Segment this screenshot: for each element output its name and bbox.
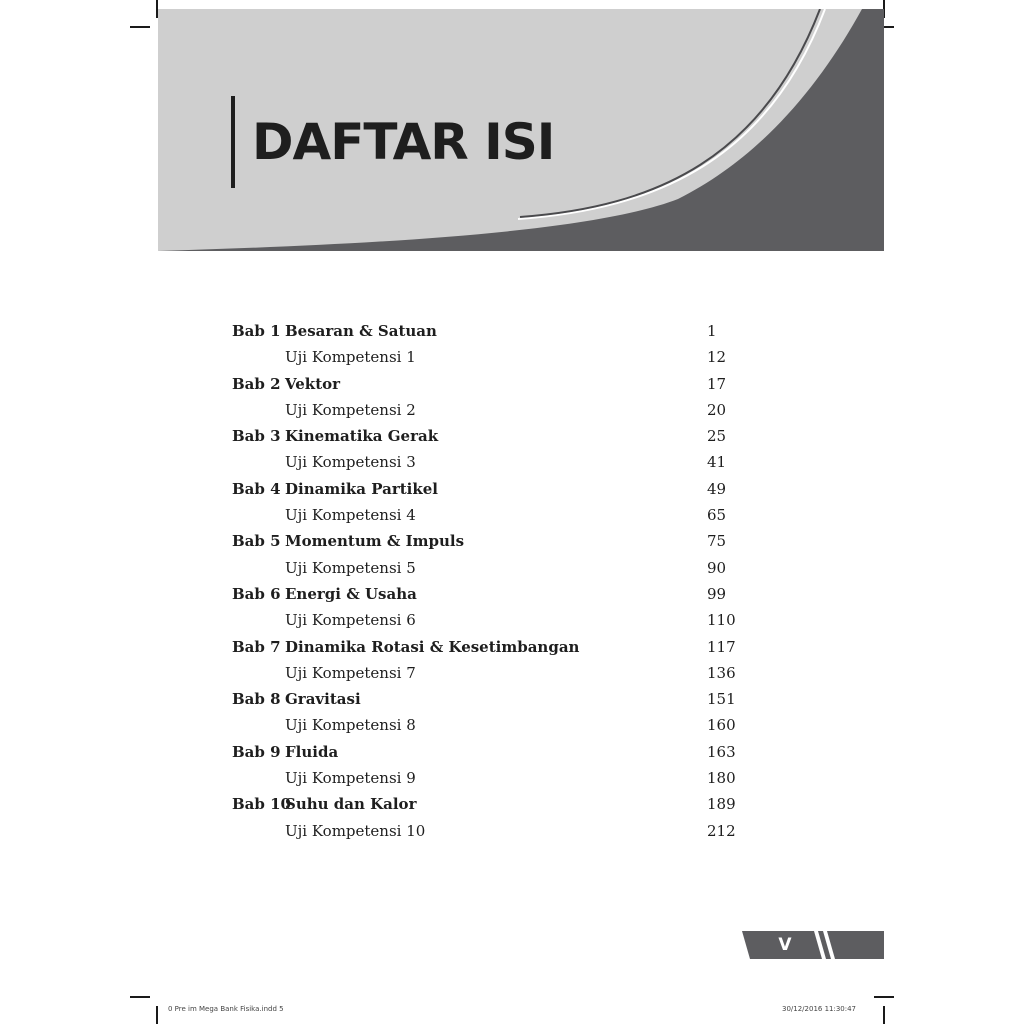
- page-title: DAFTAR ISI: [252, 113, 555, 171]
- toc-page-number: 163: [707, 742, 736, 761]
- toc-chapter-row: [232, 581, 752, 607]
- toc-subentry-row: [232, 607, 752, 633]
- toc-chapter-row: [232, 686, 752, 712]
- toc-page-number: 180: [707, 769, 736, 788]
- toc-entry-title: Kinematika Gerak: [285, 427, 439, 446]
- toc-page-number: 189: [707, 795, 736, 814]
- toc-chapter-label: Bab 2: [232, 374, 281, 393]
- title-accent-bar: [231, 96, 235, 188]
- toc-chapter-label: Bab 9: [232, 742, 281, 761]
- toc-chapter-label: Bab 7: [232, 637, 281, 656]
- toc-entry-title: Suhu dan Kalor: [285, 795, 417, 814]
- toc-entry-title: Uji Kompetensi 8: [285, 716, 416, 735]
- toc-subentry-row: [232, 397, 752, 423]
- page-number-tab: [742, 931, 884, 959]
- toc-chapter-row: [232, 476, 752, 502]
- toc-subentry-row: [232, 449, 752, 475]
- toc-page-number: 90: [707, 558, 727, 577]
- toc-subentry-row: [232, 555, 752, 581]
- toc-page-number: 151: [707, 690, 736, 709]
- toc-page-number: 99: [707, 584, 727, 603]
- toc-chapter-label: Bab 1: [232, 322, 281, 340]
- toc-chapter-label: Bab 8: [232, 690, 281, 709]
- toc-subentry-row: [232, 660, 752, 686]
- toc-subentry-row: [232, 818, 752, 844]
- timestamp-slug: 30/12/2016 11:30:47: [782, 1005, 857, 1013]
- toc-page-number: 110: [707, 611, 736, 630]
- toc-page-number: 49: [707, 479, 727, 498]
- toc-chapter-label: Bab 4: [232, 479, 281, 498]
- page-number: V: [778, 935, 792, 955]
- toc-entry-title: Uji Kompetensi 7: [285, 663, 416, 682]
- toc-subentry-row: [232, 502, 752, 528]
- toc-page-number: 20: [707, 400, 727, 419]
- table-of-contents: [232, 318, 752, 844]
- toc-chapter-label: Bab 6: [232, 584, 281, 603]
- toc-chapter-row: [232, 318, 752, 344]
- toc-chapter-row: [232, 423, 752, 449]
- toc-chapter-label: Bab 3: [232, 427, 281, 446]
- crop-mark: [883, 1006, 885, 1024]
- toc-entry-title: Energi & Usaha: [285, 584, 417, 603]
- toc-page-number: 12: [707, 348, 727, 367]
- toc-page-number: 160: [707, 716, 736, 735]
- toc-page-number: 136: [707, 663, 736, 682]
- toc-chapter-row: [232, 791, 752, 817]
- toc-chapter-row: [232, 528, 752, 554]
- toc-subentry-row: [232, 712, 752, 738]
- toc-page-number: 25: [707, 427, 727, 446]
- toc-entry-title: Uji Kompetensi 6: [285, 611, 416, 630]
- toc-entry-title: Dinamika Partikel: [285, 479, 438, 498]
- toc-page-number: 1: [707, 322, 717, 340]
- toc-entry-title: Vektor: [285, 374, 341, 393]
- toc-page-number: 17: [707, 374, 727, 393]
- file-slug: 0 Pre im Mega Bank Fisika.indd 5: [168, 1005, 284, 1013]
- toc-entry-title: Uji Kompetensi 4: [285, 506, 416, 525]
- toc-entry-title: Gravitasi: [285, 690, 361, 709]
- toc-page-number: 117: [707, 637, 736, 656]
- crop-mark: [130, 26, 150, 28]
- toc-chapter-row: [232, 634, 752, 660]
- toc-entry-title: Fluida: [285, 742, 339, 761]
- toc-chapter-row: [232, 739, 752, 765]
- crop-mark: [156, 1006, 158, 1024]
- toc-entry-title: Momentum & Impuls: [285, 532, 465, 551]
- toc-page-number: 75: [707, 532, 727, 551]
- toc-entry-title: Dinamika Rotasi & Kesetimbangan: [285, 637, 580, 656]
- toc-entry-title: Uji Kompetensi 3: [285, 453, 416, 472]
- toc-page-number: 212: [707, 821, 736, 840]
- toc-entry-title: Uji Kompetensi 9: [285, 769, 416, 788]
- toc-entry-title: Besaran & Satuan: [285, 322, 437, 340]
- toc-chapter-label: Bab 10: [232, 795, 291, 814]
- toc-entry-title: Uji Kompetensi 2: [285, 400, 416, 419]
- toc-page-number: 65: [707, 506, 727, 525]
- toc-subentry-row: [232, 344, 752, 370]
- toc-chapter-label: Bab 5: [232, 532, 281, 551]
- toc-subentry-row: [232, 765, 752, 791]
- toc-chapter-row: [232, 371, 752, 397]
- toc-entry-title: Uji Kompetensi 10: [285, 821, 426, 840]
- crop-mark: [130, 996, 150, 998]
- toc-entry-title: Uji Kompetensi 5: [285, 558, 416, 577]
- toc-page-number: 41: [707, 453, 727, 472]
- crop-mark: [874, 996, 894, 998]
- toc-entry-title: Uji Kompetensi 1: [285, 348, 416, 367]
